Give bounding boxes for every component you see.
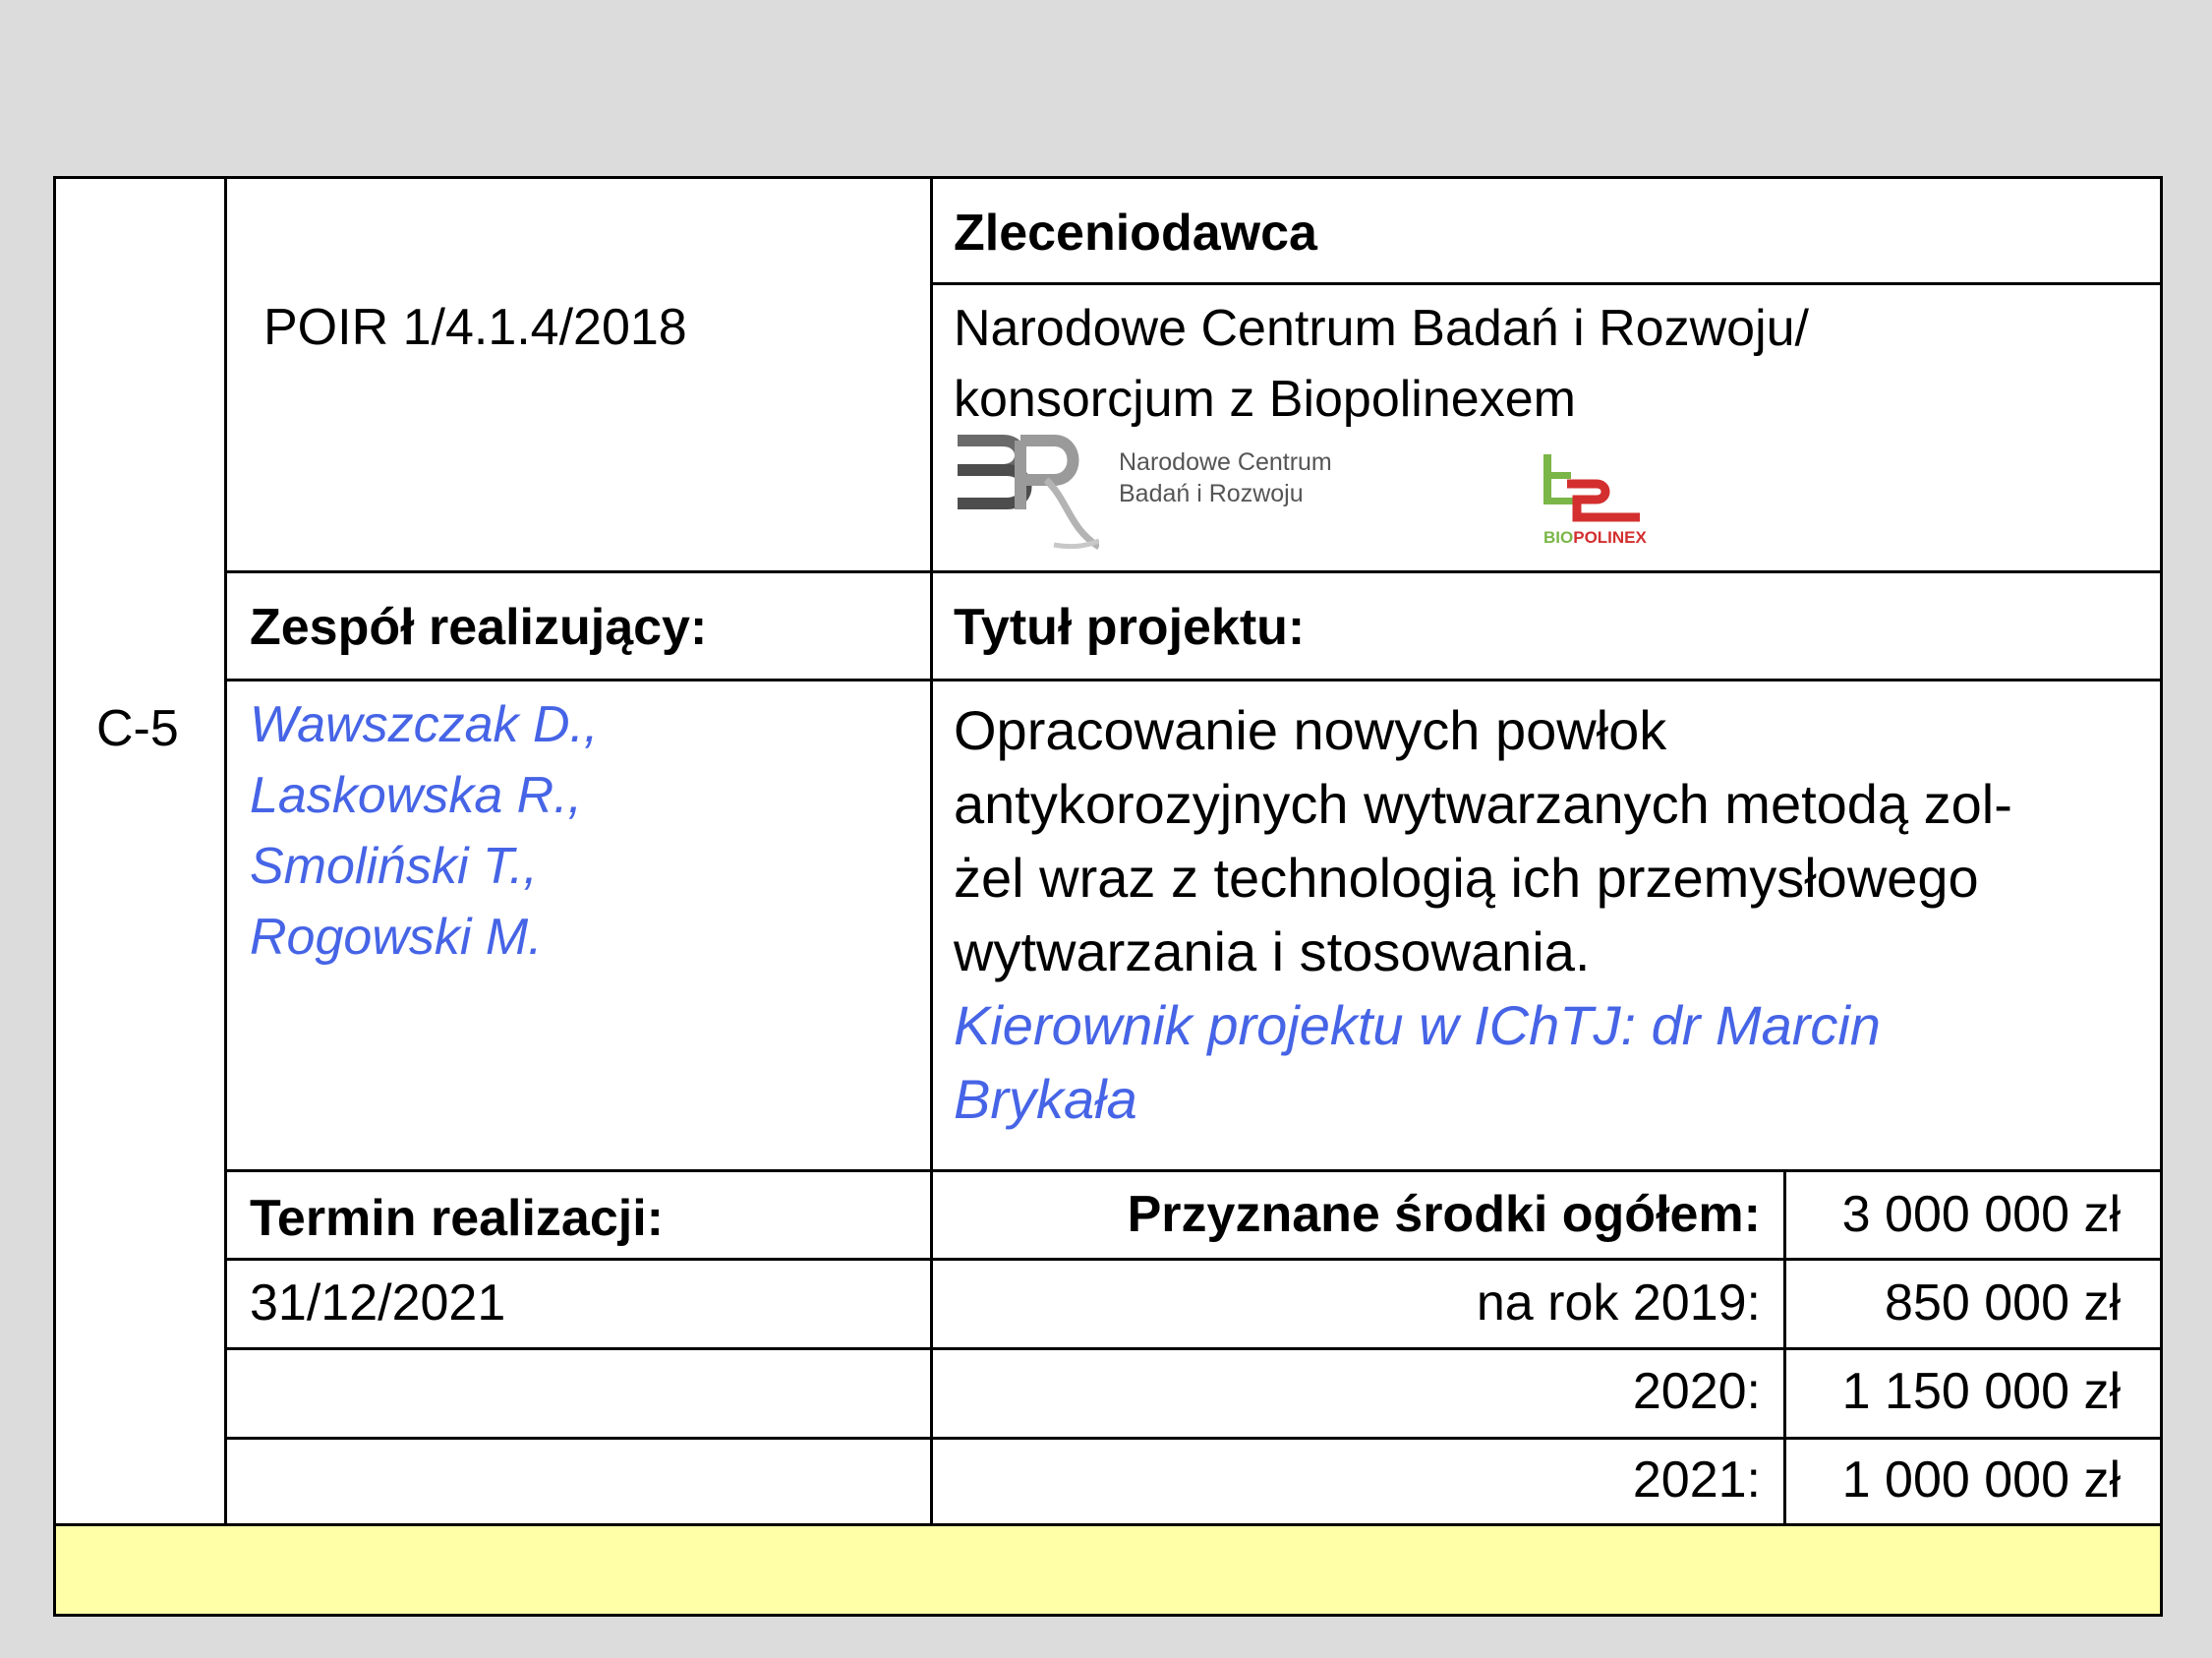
biopolinex-logo: [1538, 452, 1665, 551]
client-line: konsorcjum z Biopolinexem: [954, 371, 1576, 428]
funds-year-value: 1 000 000 zł: [1841, 1451, 2121, 1509]
biopolinex-logo-text-bio: BIO: [1543, 528, 1574, 547]
project-table: [53, 176, 2163, 1617]
client-line: Narodowe Centrum Badań i Rozwoju/: [954, 300, 1809, 357]
row-code: C-5: [96, 700, 179, 757]
divider-funds-2019: [225, 1347, 2163, 1350]
table-border-left: [53, 176, 56, 1617]
divider-footer: [53, 1523, 2163, 1526]
funds-year-label: na rok 2019:: [1476, 1274, 1761, 1332]
funds-total-label: Przyznane środki ogółem:: [1127, 1186, 1761, 1243]
deadline-heading: Termin realizacji:: [250, 1190, 664, 1247]
team-member: Rogowski M.: [250, 909, 543, 966]
project-manager-line: Brykała: [954, 1068, 1137, 1130]
client-name: [954, 293, 1809, 435]
biopolinex-logo-text-polinex: POLINEX: [1573, 528, 1647, 547]
project-title-line: Opracowanie nowych powłok: [954, 699, 1667, 761]
divider-funds-2020: [225, 1437, 2163, 1440]
biopolinex-logo-icon: [1538, 452, 1665, 531]
team-member: Wawszczak D.,: [250, 696, 599, 753]
divider-project-row: [225, 1169, 2163, 1172]
funds-year-value: 1 150 000 zł: [1841, 1363, 2121, 1420]
divider-client-heading: [931, 282, 2163, 285]
deadline-value: 31/12/2021: [250, 1274, 506, 1332]
divider-client-row: [225, 570, 2163, 573]
project-title-line: wytwarzania i stosowania.: [954, 920, 1591, 982]
divider-funds-total: [225, 1258, 2163, 1261]
funds-year-label: 2021:: [1632, 1451, 1761, 1509]
team-members: [250, 689, 598, 973]
table-border-right: [2160, 176, 2163, 1617]
team-heading: Zespół realizujący:: [250, 599, 708, 656]
table-border-top: [53, 176, 2163, 179]
ncbr-logo-text-line-2: Badań i Rozwoju: [1119, 480, 1304, 507]
project-title-line: żel wraz z technologią ich przemysłowego: [954, 847, 1979, 909]
project-manager-line: Kierownik projektu w IChTJ: dr Marcin: [954, 994, 1881, 1056]
table-border-bottom: [53, 1614, 2163, 1617]
divider-code-column: [224, 176, 227, 1526]
project-heading: Tytuł projektu:: [954, 599, 1306, 656]
funds-year-value: 850 000 zł: [1885, 1274, 2121, 1332]
funds-year-label: 2020:: [1632, 1363, 1761, 1420]
ncbr-logo-icon: [952, 427, 1099, 555]
project-title: [954, 693, 2012, 1136]
divider-team-heading: [225, 679, 2163, 681]
ncbr-logo-text-line-1: Narodowe Centrum: [1119, 448, 1332, 476]
program-number: POIR 1/4.1.4/2018: [263, 299, 687, 356]
ncbr-logo: [952, 427, 1332, 555]
project-title-line: antykorozyjnych wytwarzanych metodą zol-: [954, 773, 2012, 835]
funds-total-value: 3 000 000 zł: [1841, 1186, 2121, 1243]
team-member: Smoliński T.,: [250, 838, 538, 895]
client-heading: Zleceniodawca: [954, 205, 1317, 262]
biopolinex-logo-text: [1543, 529, 1647, 546]
footer-band: [53, 1526, 2163, 1617]
team-member: Laskowska R.,: [250, 767, 583, 824]
